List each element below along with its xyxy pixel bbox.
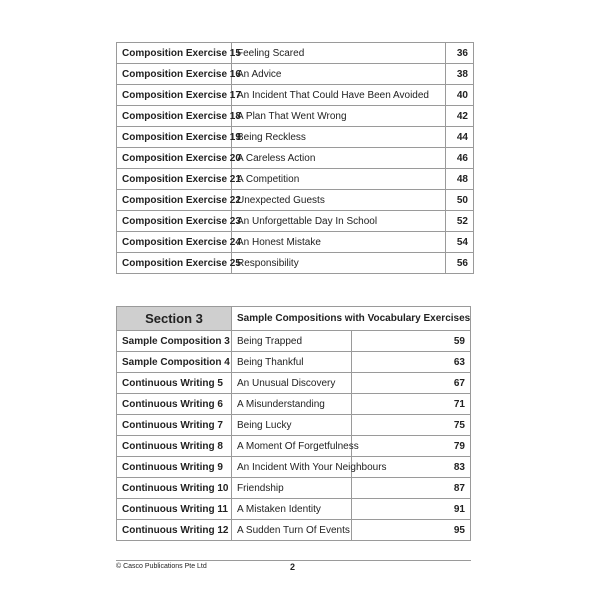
exercise-title: Friendship (232, 478, 352, 499)
table-row (117, 169, 474, 190)
exercise-title: A Careless Action (232, 148, 446, 169)
table-row (117, 253, 474, 274)
page-number: 56 (446, 253, 474, 274)
page-number: 67 (351, 373, 471, 394)
exercise-title: An Honest Mistake (232, 232, 446, 253)
page-number-footer: 2 (290, 562, 296, 572)
contents-table-section-3 (116, 306, 471, 541)
exercise-label: Composition Exercise 17 (117, 85, 232, 106)
page-number: 59 (351, 331, 471, 352)
table-row (117, 85, 474, 106)
table-row (117, 373, 471, 394)
exercise-label: Continuous Writing 10 (117, 478, 232, 499)
exercise-title: A Competition (232, 169, 446, 190)
exercise-title: An Unforgettable Day In School (232, 211, 446, 232)
exercise-title: A Mistaken Identity (232, 499, 352, 520)
page-number: 40 (446, 85, 474, 106)
exercise-label: Continuous Writing 7 (117, 415, 232, 436)
exercise-label: Composition Exercise 21 (117, 169, 232, 190)
exercise-label: Continuous Writing 5 (117, 373, 232, 394)
page-number: 50 (446, 190, 474, 211)
exercise-title: Feeling Scared (232, 43, 446, 64)
exercise-title: Responsibility (232, 253, 446, 274)
exercise-title: An Incident With Your Neighbours (232, 457, 352, 478)
copyright-notice: © Casco Publications Pte Ltd (116, 563, 207, 570)
exercise-title: An Advice (232, 64, 446, 85)
page-number: 36 (446, 43, 474, 64)
page-number: 87 (351, 478, 471, 499)
page-number: 95 (351, 520, 471, 541)
exercise-title: Being Reckless (232, 127, 446, 148)
exercise-label: Composition Exercise 20 (117, 148, 232, 169)
page-number: 52 (446, 211, 474, 232)
exercise-label: Continuous Writing 11 (117, 499, 232, 520)
section-title: Section 3 (117, 307, 232, 331)
exercise-label: Continuous Writing 9 (117, 457, 232, 478)
exercise-label: Continuous Writing 6 (117, 394, 232, 415)
exercise-title: Unexpected Guests (232, 190, 446, 211)
table-row (117, 190, 474, 211)
exercise-title: Being Lucky (232, 415, 352, 436)
footer-divider (116, 560, 471, 561)
table-row (117, 457, 471, 478)
page-number: 42 (446, 106, 474, 127)
page-number: 63 (351, 352, 471, 373)
table-row (117, 331, 471, 352)
exercise-label: Composition Exercise 18 (117, 106, 232, 127)
exercise-label: Continuous Writing 8 (117, 436, 232, 457)
table-row (117, 394, 471, 415)
exercise-title: Being Trapped (232, 331, 352, 352)
exercise-title: Being Thankful (232, 352, 352, 373)
table-row (117, 520, 471, 541)
table-row (117, 43, 474, 64)
page-number: 46 (446, 148, 474, 169)
table-row (117, 106, 474, 127)
exercise-title: A Sudden Turn Of Events (232, 520, 352, 541)
page-number: 75 (351, 415, 471, 436)
exercise-label: Composition Exercise 16 (117, 64, 232, 85)
exercise-label: Sample Composition 4 (117, 352, 232, 373)
page-number: 54 (446, 232, 474, 253)
table-row (117, 352, 471, 373)
page-number: 44 (446, 127, 474, 148)
table-row (117, 232, 474, 253)
page-number: 91 (351, 499, 471, 520)
table-row (117, 211, 474, 232)
table-row (117, 127, 474, 148)
page-number: 79 (351, 436, 471, 457)
section-header-row (117, 307, 471, 331)
page-number: 83 (351, 457, 471, 478)
exercise-label: Composition Exercise 19 (117, 127, 232, 148)
page-number: 38 (446, 64, 474, 85)
table-row (117, 499, 471, 520)
exercise-title: An Unusual Discovery (232, 373, 352, 394)
exercise-label: Composition Exercise 24 (117, 232, 232, 253)
table-row (117, 478, 471, 499)
exercise-label: Composition Exercise 23 (117, 211, 232, 232)
table-row (117, 436, 471, 457)
table-row (117, 415, 471, 436)
exercise-label: Composition Exercise 15 (117, 43, 232, 64)
contents-table-exercises (116, 42, 474, 274)
exercise-label: Composition Exercise 25 (117, 253, 232, 274)
exercise-title: A Plan That Went Wrong (232, 106, 446, 127)
exercise-title: An Incident That Could Have Been Avoided (232, 85, 446, 106)
exercise-label: Sample Composition 3 (117, 331, 232, 352)
section-description: Sample Compositions with Vocabulary Exercises (232, 307, 471, 331)
exercise-label: Continuous Writing 12 (117, 520, 232, 541)
table-row (117, 148, 474, 169)
exercise-label: Composition Exercise 22 (117, 190, 232, 211)
exercise-title: A Misunderstanding (232, 394, 352, 415)
table-row (117, 64, 474, 85)
page-number: 71 (351, 394, 471, 415)
exercise-title: A Moment Of Forgetfulness (232, 436, 352, 457)
page-number: 48 (446, 169, 474, 190)
